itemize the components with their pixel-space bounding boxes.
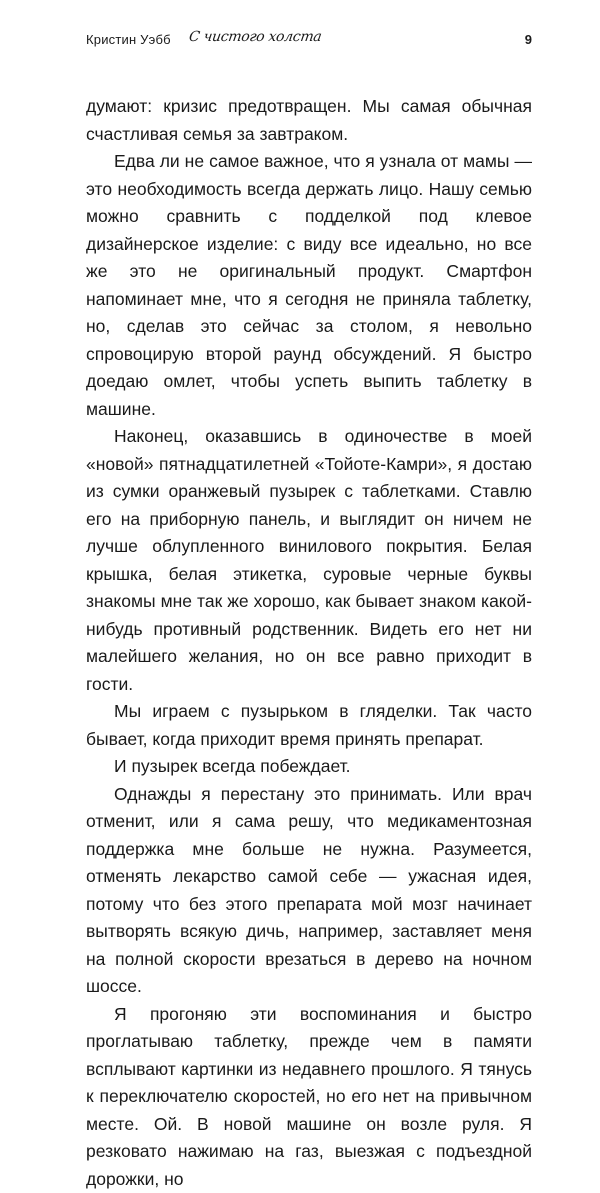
paragraph: Едва ли не самое важное, что я узнала от мамы — это необходимость всегда держать лицо. Нашу семью можно сравнить с подделкой под клевое дизайнерское изделие: с виду все идеально, но все же это не оригинальный продукт. Смартфон напоминает мне, что я сегодня не приняла таблетку, но, сделав это сейчас за столом, я невольно спровоцирую второй раунд обсуждений. Я быстро доедаю омлет, чтобы успеть выпить таблетку в машине. [86, 148, 532, 423]
paragraph: думают: кризис предотвращен. Мы самая обычная счастливая семья за завтраком. [86, 93, 532, 148]
paragraph: Наконец, оказавшись в одиночестве в моей «новой» пятнадцатилетней «Тойоте-Камри», я достаю из сумки оранжевый пузырек с таблетками. Ставлю его на приборную панель, и выглядит он ничем не лучше облупленного винилового покрытия. Белая крышка, белая этикетка, суровые черные буквы знакомы мне так же хорошо, как бывает знаком какой-нибудь противный родственник. Видеть его нет ни малейшего желания, но он все равно приходит в гости. [86, 423, 532, 698]
paragraph: Однажды я перестану это принимать. Или врач отменит, или я сама решу, что медикаментозная поддержка мне больше не нужна. Разумеется, отменять лекарство самой себе — ужасная идея, потому что без этого препарата мой мозг начинает вытворять всякую дичь, например, заставляет меня на полной скорости врезаться в дерево на ночном шоссе. [86, 781, 532, 1001]
paragraph: Мы играем с пузырьком в гляделки. Так часто бывает, когда приходит время принять препарат. [86, 698, 532, 753]
body-text [86, 93, 532, 1193]
paragraph: И пузырек всегда побеждает. [86, 753, 532, 781]
page-number: 9 [525, 32, 532, 47]
running-head [86, 30, 532, 52]
paragraph: Я прогоняю эти воспоминания и быстро проглатываю таблетку, прежде чем в памяти всплывают картинки из недавнего прошлого. Я тянусь к переключателю скоростей, но его нет на привычном месте. Ой. В новой машине он возле руля. Я резковато нажимаю на газ, выезжая с подъездной дорожки, но [86, 1001, 532, 1193]
author-name: Кристин Уэбб [86, 32, 171, 47]
book-title: С чистого холста [188, 29, 323, 45]
